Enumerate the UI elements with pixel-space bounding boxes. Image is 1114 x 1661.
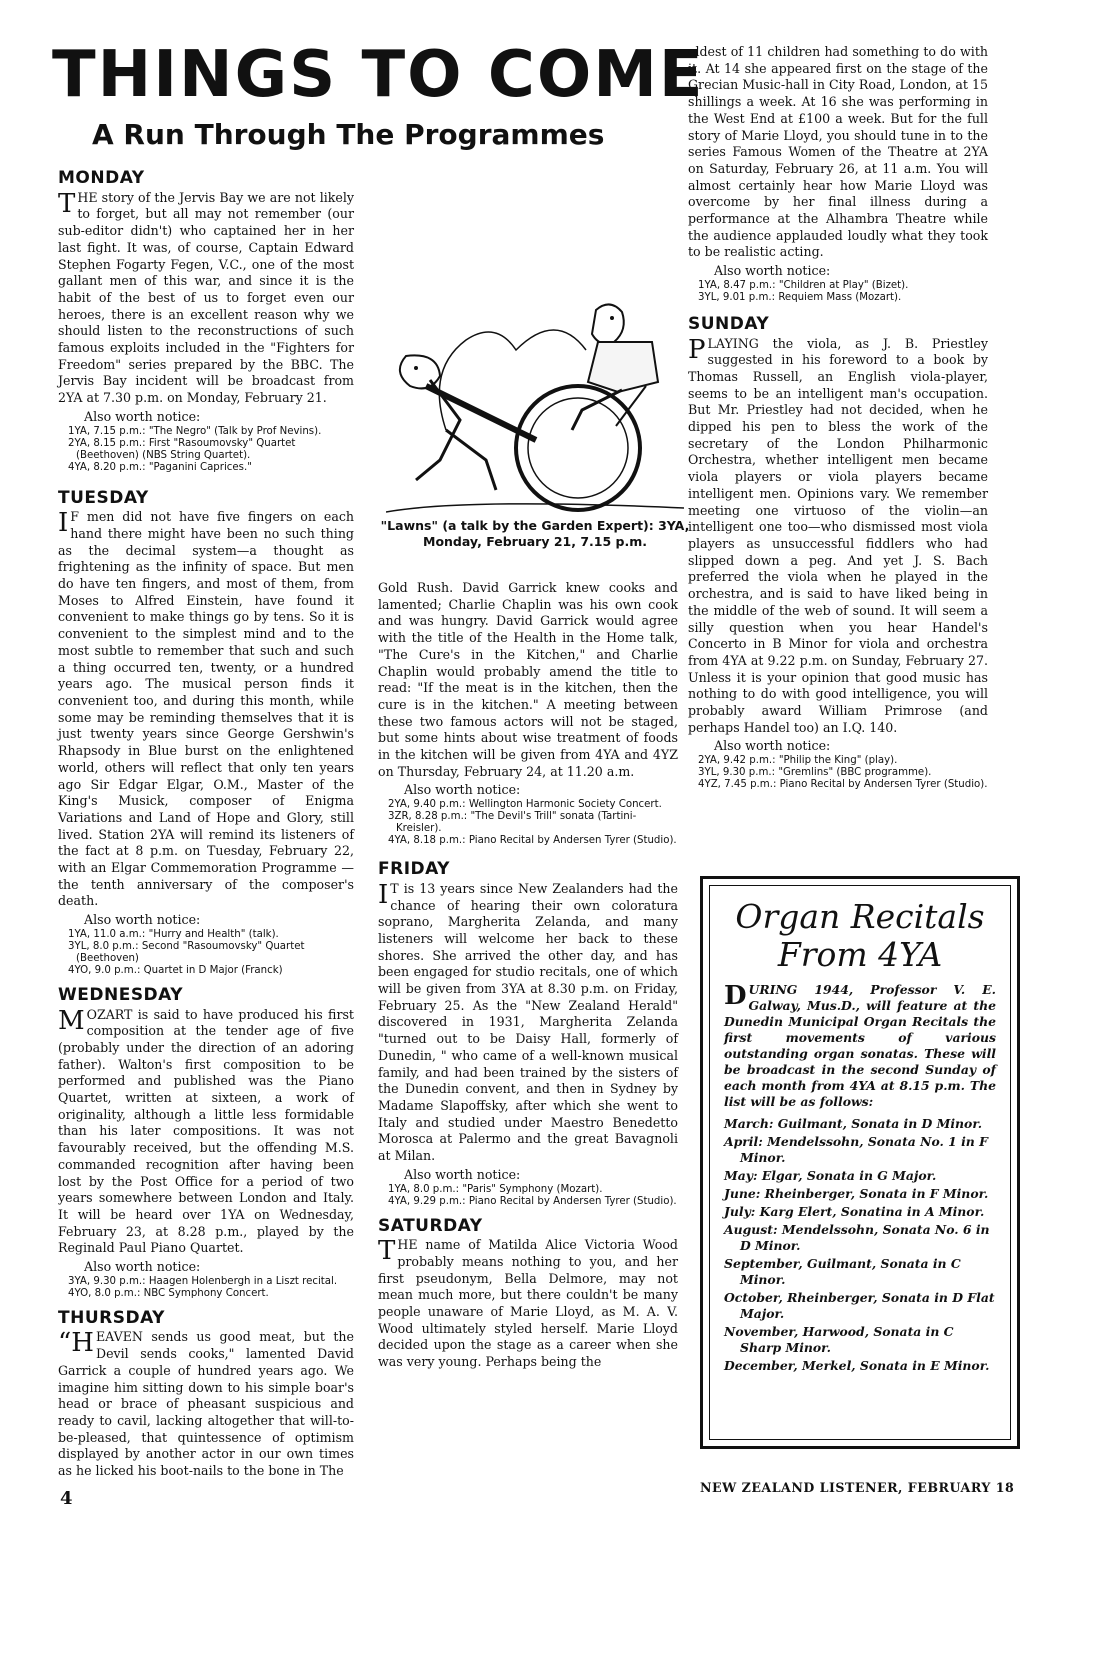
page-subtitle: A Run Through The Programmes (92, 118, 605, 151)
organ-recitals-intro (724, 982, 996, 1110)
wednesday-also-label: Also worth notice: (84, 1259, 201, 1275)
masthead (52, 38, 705, 151)
sunday-dropcap: P (688, 334, 706, 365)
saturday-also-label: Also worth notice: (714, 263, 831, 279)
organ-list-item: June: Rheinberger, Sonata in F Minor. (724, 1186, 989, 1201)
saturday-article (378, 1237, 678, 1371)
sunday-heading: SUNDAY (688, 313, 770, 334)
column-2 (378, 580, 678, 1371)
organ-recitals-title: Organ Recitals From 4YA (735, 897, 985, 974)
organ-list-item: October, Rheinberger, Sonata in D Flat Major. (724, 1290, 995, 1321)
lawn-mower-illustration (386, 290, 684, 520)
thursday-note: 2YA, 9.40 p.m.: Wellington Harmonic Society Concert. (388, 799, 662, 811)
friday-dropcap: I (378, 879, 389, 910)
monday-article (58, 190, 354, 407)
monday-note: 2YA, 8.15 p.m.: First "Rasoumovsky" Quartet (Beethoven) (NBS String Quartet). (68, 437, 296, 461)
sunday-also-label: Also worth notice: (714, 738, 831, 754)
monday-also-label: Also worth notice: (84, 408, 201, 424)
saturday-body: HE name of Matilda Alice Victoria Wood probably means nothing to you, and her first pseudonym, Bella Delmore, may not mean much more, but there couldn't be many people unaware of Marie Lloyd, as M. A. V. Wood ultimately styled herself. Marie Lloyd decided upon the stage as a career when she was very young. Perhaps being the (378, 1237, 678, 1370)
page-number: 4 (60, 1488, 73, 1509)
thursday-also-label: Also worth notice: (404, 782, 521, 798)
thursday-article (58, 1329, 354, 1479)
column-3 (688, 44, 988, 791)
thursday-note: 3ZR, 8.28 p.m.: "The Devil's Trill" sonata (Tartini-Kreisler). (388, 811, 637, 835)
wednesday-note: 4YO, 8.0 p.m.: NBC Symphony Concert. (68, 1287, 269, 1299)
organ-list-item: April: Mendelssohn, Sonata No. 1 in F Minor. (724, 1134, 988, 1165)
sunday-body: LAYING the viola, as J. B. Priestley suggested in his foreword to a book by Thomas Russell, an English viola-player, seems to be an intelligent man's occupation. But Mr. Priestley had not decided, when he dipped his pen to bless the work of the secretary of the London Philharmonic Orchestra, whether intelligent men became viola players or viola players became intelligent men. Opinions vary. We remember meeting one virtuoso of the violin—an intelligent one too—who dismissed most viola players as unsuccessful fiddlers who had slipped down a peg. And yet J. S. Bach preferred the viola when he played in the orchestra, and is said to have liked being in the middle of the web of sound. It will seem a silly question when you hear Handel's Concerto in B Minor for viola and orchestra from 4YA at 9.22 p.m. on Sunday, February 27. Unless it is your opinion that good music has nothing to do with good intelligence, you will probably award William Primrose (and perhaps Handel too) an I.Q. 140. (688, 335, 988, 735)
wednesday-note: 3YA, 9.30 p.m.: Haagen Holenbergh in a Liszt recital. (68, 1275, 338, 1287)
friday-note: 1YA, 8.0 p.m.: "Paris" Symphony (Mozart). (388, 1183, 603, 1195)
wednesday-heading: WEDNESDAY (58, 984, 184, 1005)
sunday-note: 3YL, 9.30 p.m.: "Gremlins" (BBC programme). (698, 767, 932, 779)
friday-body: T is 13 years since New Zealanders had the chance of hearing their own coloratura soprano, Margherita Zelanda, and many listeners will welcome her back to these shores. She arrived the other day, and has been engaged for studio recitals, one of which will be given from 3YA at 8.30 p.m. on Friday, February 25. As the "New Zealand Herald" discovered in 1931, Margherita Zelanda "turned out to be Daisy Hall, formerly of Dunedin, " who came of a well-known musical family, and had been trained by the sisters of the Dunedin convent, and then in Sydney by Madame Slapoffsky, after which she went to Italy and studied under Maestro Benedetto Morosca at Palermo and the great Bavagnoli at Milan. (378, 880, 678, 1164)
sunday-note: 4YZ, 7.45 p.m.: Piano Recital by Andersen Tyrer (Studio). (698, 779, 988, 791)
monday-note: 1YA, 7.15 p.m.: "The Negro" (Talk by Prof Nevins). (68, 425, 322, 437)
organ-list-item: March: Guilmant, Sonata in D Minor. (724, 1116, 983, 1131)
saturday-body-continued: eldest of 11 children had something to do with it. At 14 she appeared first on the stage of the Grecian Music-hall in City Road, London, at 15 shillings a week. At 16 she was performing in the West End at £100 a week. But for the full story of Marie Lloyd, you should tune in to the series Famous Women of the Theatre at 2YA on Saturday, February 26, at 11 a.m. You will almost certainly hear how Marie Lloyd was overcome by her final illness during a performance at the Alhambra Theatre while the audience applauded loudly what they took to be realistic acting. (688, 44, 988, 260)
publication-footer: NEW ZEALAND LISTENER, FEBRUARY 18 (700, 1480, 1015, 1495)
organ-intro-text: URING 1944, Professor V. E. Galway, Mus.D., will feature at the Dunedin Municipal Organ Recitals the first movements of various outstanding organ sonatas. These will be broadcast in the second Sunday of each month from 4YA at 8.15 p.m. The list will be as follows: (724, 982, 996, 1109)
friday-also-label: Also worth notice: (404, 1166, 521, 1182)
sunday-article (688, 336, 988, 737)
monday-heading: MONDAY (58, 168, 145, 188)
organ-dropcap: D (724, 981, 747, 1011)
friday-article (378, 881, 678, 1165)
organ-list-item: December, Merkel, Sonata in E Minor. (724, 1358, 990, 1373)
tuesday-article (58, 509, 354, 910)
friday-heading: FRIDAY (378, 859, 450, 880)
thursday-note: 4YA, 8.18 p.m.: Piano Recital by Andersen Tyrer (Studio). (388, 835, 677, 847)
saturday-note: 3YL, 9.01 p.m.: Requiem Mass (Mozart). (698, 291, 902, 303)
page-title: THINGS TO COME (52, 38, 705, 112)
tuesday-body: F men did not have five fingers on each hand there might have been no such thing as the decimal system—a thought as frightening as the infinity of space. But men do have ten fingers, and most of them, from Moses to Alfred Einstein, have found it convenient to make things go by tens. So it is convenient to the simplest mind and to the most subtle to remember that such and such a thing occurred ten, twenty, or a hundred years ago. The musical person finds it convenient too, and during this month, while some may be reminding themselves that it is just twenty years since George Gershwin's Rhapsody in Blue burst on the enlightened world, others will reflect that only ten years ago Sir Edgar Elgar, O.M., Master of the King's Musick, composer of Enigma Variations and Land of Hope and Glory, still lived. Station 2YA will remind its listeners of the fact at 8 p.m. on Tuesday, February 22, with an Elgar Commemoration Programme — the tenth anniversary of the composer's death. (58, 509, 354, 909)
saturday-heading: SATURDAY (378, 1215, 483, 1236)
organ-recitals-box (700, 876, 1020, 1449)
wednesday-dropcap: M (58, 1005, 85, 1036)
organ-list-item: November, Harwood, Sonata in C Sharp Minor. (724, 1324, 954, 1355)
wednesday-body: OZART is said to have produced his first composition at the tender age of five (probably under the direction of an adoring father). Walton's first composition to be performed and published was the Piano Quartet, written at sixteen, a work of originality, although a little less formidable than his later compositions. It was not favourably received, but the offending M.S. commanded recognition after having been lost by the Post Office for a period of two years somewhere between London and Italy. It will be heard over 1YA on Wednesday, February 23, at 8.28 p.m., played by the Reginald Paul Piano Quartet. (58, 1006, 354, 1256)
organ-list-item: September, Guilmant, Sonata in C Minor. (724, 1256, 961, 1287)
friday-note: 4YA, 9.29 p.m.: Piano Recital by Andersen Tyrer (Studio). (388, 1195, 677, 1207)
organ-list-item: May: Elgar, Sonata in G Major. (724, 1168, 937, 1183)
column-1 (58, 164, 354, 1480)
tuesday-note: 3YL, 8.0 p.m.: Second "Rasoumovsky" Quartet (Beethoven) (68, 940, 305, 964)
monday-note: 4YA, 8.20 p.m.: "Paganini Caprices." (68, 461, 252, 473)
thursday-body-continued: Gold Rush. David Garrick knew cooks and lamented; Charlie Chaplin was his own cook and was hungry. David Garrick would agree with the title of the Health in the Home talk, "The Cure's in the Kitchen," and Charlie Chaplin would probably amend the title to read: "If the meat is in the kitchen, then the cure is in the kitchen." A meeting between these two famous actors will not be staged, but some hints about wise treatment of foods in the kitchen will be given from 4YA and 4YZ on Thursday, February 24, at 11.20 a.m. (378, 580, 678, 779)
tuesday-dropcap: I (58, 508, 69, 539)
thursday-body: EAVEN sends us good meat, but the Devil sends cooks," lamented David Garrick a couple of hundred years ago. We imagine him sitting down to his simple boar's head or brace of pheasant suspicious and ready to cavil, lacking altogether that will-to-be-pleased, that quintessence of optimism displayed by another actor in our own times as he licked his boot-nails to the bone in The (58, 1329, 354, 1479)
sunday-note: 2YA, 9.42 p.m.: "Philip the King" (play). (698, 755, 898, 767)
organ-list-item: July: Karg Elert, Sonatina in A Minor. (724, 1204, 985, 1219)
wednesday-article (58, 1007, 354, 1258)
thursday-heading: THURSDAY (58, 1307, 165, 1328)
thursday-dropcap: “H (58, 1328, 94, 1359)
monday-body: HE story of the Jervis Bay we are not likely to forget, but all may not remember (our sub-editor didn't) who captained her in her last fight. It was, of course, Captain Edward Stephen Fogarty Fegen, V.C., one of the most gallant men of this war, and since it is the habit of the best of us to forget even our heroes, there is an excellent reason why we should listen to the reconstructions of such famous exploits included in the "Fighters for Freedom" series prepared by the BBC. The Jervis Bay incident will be broadcast from 2YA at 7.30 p.m. on Monday, February 21. (58, 189, 354, 406)
tuesday-note: 4YO, 9.0 p.m.: Quartet in D Major (Franck) (68, 964, 283, 976)
illustration-caption: "Lawns" (a talk by the Garden Expert): 3YA, Monday, February 21, 7.15 p.m. (380, 518, 690, 549)
tuesday-note: 1YA, 11.0 a.m.: "Hurry and Health" (talk). (68, 928, 279, 940)
organ-recitals-inner (709, 885, 1011, 1440)
tuesday-also-label: Also worth notice: (84, 912, 201, 928)
tuesday-heading: TUESDAY (58, 487, 149, 508)
organ-list-item: August: Mendelssohn, Sonata No. 6 in D Minor. (724, 1222, 990, 1253)
saturday-dropcap: T (378, 1236, 396, 1267)
monday-dropcap: T (58, 188, 76, 219)
saturday-note: 1YA, 8.47 p.m.: "Children at Play" (Bizet). (698, 279, 909, 291)
